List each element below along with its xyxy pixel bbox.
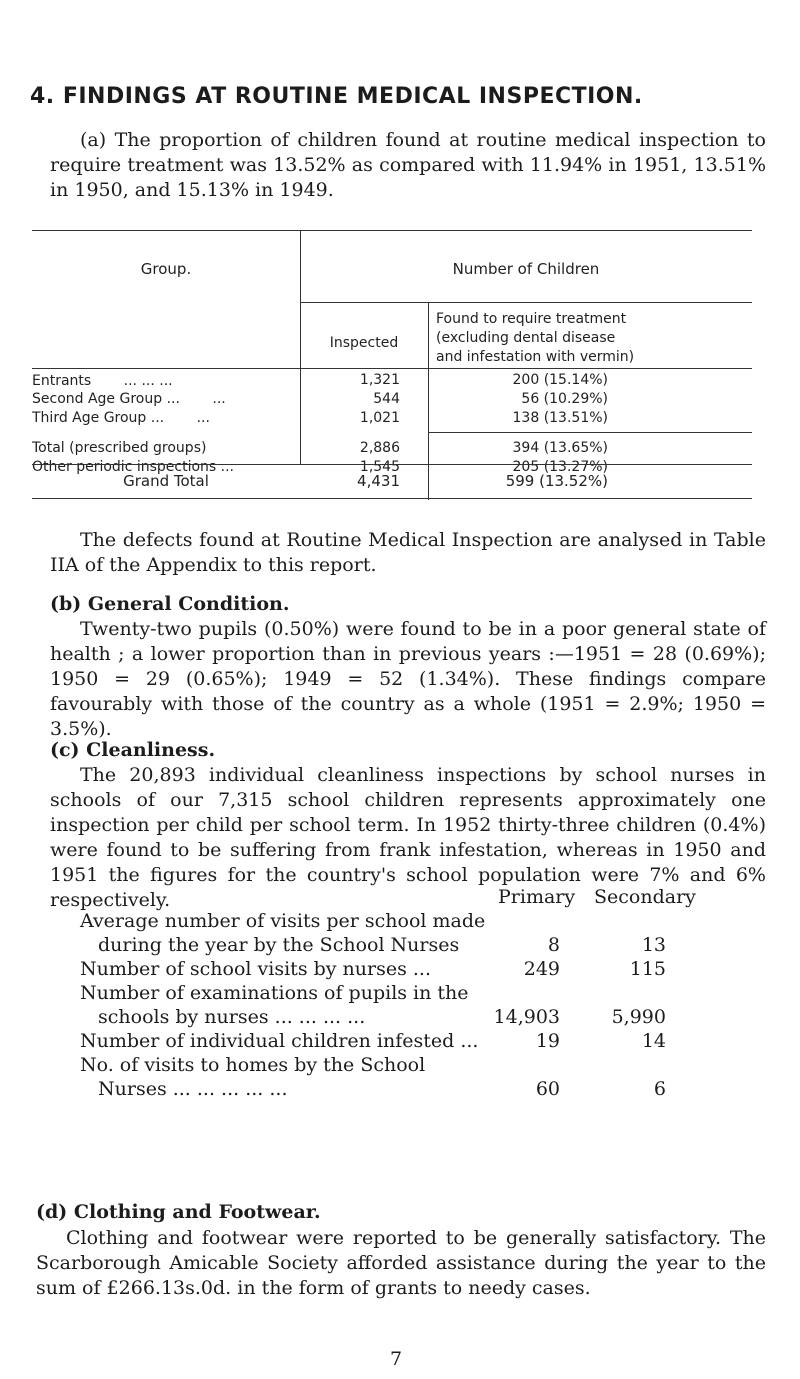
row-inspected: 1,545 [359, 459, 400, 475]
visits-row-primary: 19 [535, 1030, 560, 1052]
table-row: Total (prescribed groups) [32, 440, 207, 456]
visits-row-secondary: 13 [641, 934, 666, 956]
visits-row-label: Nurses ... ... ... ... ... [98, 1078, 288, 1100]
row-inspected: 1,321 [359, 372, 400, 388]
grand-total-found: 599 (13.52%) [505, 472, 608, 490]
visits-row-primary: 8 [547, 934, 560, 956]
subtotal-rule [428, 432, 752, 433]
page-number: 7 [390, 1348, 403, 1370]
section-b-text: Twenty-two pupils (0.50%) were found to be in a poor general state of health ; a lower proportion than in previous years :—1951 = 28 (0.69%); 1950 = 29 (0.65%); 1949 = 52 (1.34%). These findings compare favourably with those of the country as a whole (1951 = 2.9%; 1950 = 3.5%). [50, 618, 766, 740]
visits-row-label: No. of visits to homes by the School [80, 1054, 426, 1076]
grand-total-inspected: 4,431 [357, 472, 400, 490]
row-group: Third Age Group ... [32, 410, 165, 426]
table-row: Other periodic inspections ... [32, 459, 235, 475]
table-row [32, 410, 210, 426]
row-found: 56 (10.29%) [521, 391, 608, 407]
header-inspected: Inspected [329, 335, 399, 351]
visits-col-primary: Primary [498, 886, 576, 908]
visits-row-secondary: 5,990 [611, 1006, 666, 1028]
visits-row-label: Number of individual children infested ... [80, 1030, 479, 1052]
section-d-text: Clothing and footwear were reported to be generally satisfactory. The Scarborough Amicable Society afforded assistance during the year to the sum of £266.13s.0d. in the form of grants to needy cases. [36, 1227, 766, 1299]
header-found-line-3: and infestation with vermin) [436, 349, 635, 365]
row-dots: ... [212, 391, 226, 407]
visits-row-secondary: 115 [629, 958, 666, 980]
section-d-title: (d) Clothing and Footwear. [36, 1201, 321, 1223]
section-b-title: (b) General Condition. [50, 593, 290, 615]
visits-row-primary: 249 [523, 958, 560, 980]
header-found-line-1: Found to require treatment [436, 311, 627, 327]
section-heading: 4. FINDINGS AT ROUTINE MEDICAL INSPECTION. [30, 84, 643, 109]
table-top-rule [32, 230, 752, 231]
visits-col-secondary: Secondary [594, 886, 696, 908]
children-table [32, 230, 752, 500]
row-dots: ... ... ... [123, 373, 173, 389]
visits-row-label: Average number of visits per school made [80, 910, 486, 932]
visits-row-label: during the year by the School Nurses [98, 934, 460, 956]
paragraph-a: (a) The proportion of children found at routine medical inspection to require treatment was 13.52% as compared with 11.94% in 1951, 13.51% in 1950, and 15.13% in 1949. [50, 129, 766, 201]
header-group: Group. [140, 260, 192, 278]
row-inspected: 1,021 [359, 410, 400, 426]
table-row [32, 372, 173, 391]
row-group: Entrants [32, 373, 92, 389]
grand-total-label: Grand Total [123, 472, 209, 490]
header-subrule [300, 302, 752, 303]
header-number-children: Number of Children [452, 260, 600, 278]
header-found-line-2: (excluding dental disease [436, 330, 616, 346]
paragraph-after-table: The defects found at Routine Medical Inspection are analysed in Table IIA of the Appendix to this report. [50, 529, 766, 576]
row-found: 205 (13.27%) [512, 459, 608, 475]
row-dots: ... [196, 410, 210, 426]
row-found: 394 (13.65%) [512, 440, 608, 456]
row-inspected: 2,886 [359, 440, 400, 456]
visits-row-secondary: 6 [653, 1078, 666, 1100]
row-found: 138 (13.51%) [512, 410, 608, 426]
visits-row-label: Number of school visits by nurses ... [80, 958, 431, 980]
header-bottom-rule [32, 368, 752, 369]
section-c-text: The 20,893 individual cleanliness inspections by school nurses in schools of our 7,315 school children represents approximately one inspection per child per school term. In 1952 thirty-three children (0.4%) were found to be suffering from frank infestation, whereas in 1950 and 1951 the figures for the country's school population were 7% and 6% respectively. [50, 764, 766, 911]
visits-row-primary: 14,903 [493, 1006, 560, 1028]
row-inspected: 544 [373, 391, 400, 407]
visits-row-label: schools by nurses ... ... ... ... [98, 1006, 366, 1028]
visits-row-primary: 60 [535, 1078, 560, 1100]
grand-total-top-rule [32, 464, 752, 465]
table-bottom-rule [32, 498, 752, 499]
table-row [32, 391, 226, 407]
row-group: Second Age Group ... [32, 391, 180, 407]
section-c-title: (c) Cleanliness. [50, 739, 216, 761]
header-found [436, 310, 752, 367]
visits-row-secondary: 14 [641, 1030, 666, 1052]
visits-row-label: Number of examinations of pupils in the [80, 982, 469, 1004]
row-found: 200 (15.14%) [512, 372, 608, 388]
